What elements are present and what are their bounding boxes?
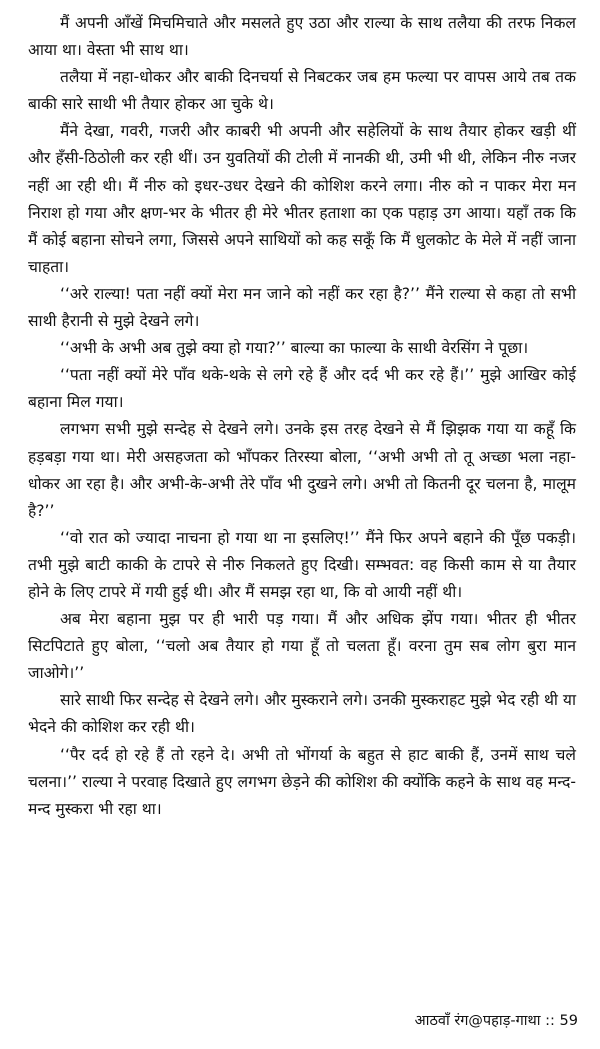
paragraph: ‘‘अभी के अभी अब तुझे क्या हो गया?’’ बाल्या का फाल्या के साथी वेरसिंग ने पूछा। xyxy=(60,339,529,358)
page-footer-running-title: आठवाँ रंग@पहाड़-गाथा :: 59 xyxy=(414,1013,578,1029)
paragraph: ‘‘पता नहीं क्यों मेरे पाँव थके-थके से लगे रहे हैं और दर्द भी कर रहे हैं।’’ मुझे आखिर कोई बहाना मिल गया। xyxy=(28,366,576,412)
paragraph: तलैया में नहा-धोकर और बाकी दिनचर्या से निबटकर जब हम फल्या पर वापस आये तब तक बाकी सारे साथी भी तैयार होकर आ चुके थे। xyxy=(28,68,576,114)
page-body xyxy=(28,10,576,823)
paragraph: अब मेरा बहाना मुझ पर ही भारी पड़ गया। मैं और अधिक झेंप गया। भीतर ही भीतर सिटपिटाते हुए बोला, ‘‘चलो अब तैयार हो गया हूँ तो चलता हूँ। वरना तुम सब लोग बुरा मान जाओगे।’’ xyxy=(28,610,576,683)
paragraph: सारे साथी फिर सन्देह से देखने लगे। और मुस्कराने लगे। उनकी मुस्कराहट मुझे भेद रही थी या भेदने की कोशिश कर रही थी। xyxy=(28,691,577,737)
paragraph: मैंने देखा, गवरी, गजरी और काबरी भी अपनी और सहेलियों के साथ तैयार होकर खड़ी थीं और हँसी-ठिठोली कर रही थीं। उन युवतियों की टोली में नानकी थी, उमी भी थी, लेकिन नीरु नजर नहीं आ रही थी। मैं नीरु को इधर-उधर देखने की कोशिश करने लगा। नीरु को न पाकर मेरा मन निराश हो गया और क्षण-भर के भीतर ही मेरे भीतर हताशा का एक पहाड़ उग आया। यहाँ तक कि मैं कोई बहाना सोचने लगा, जिससे अपने साथियों को कह सकूँ कि मैं धुलकोट के मेले में नहीं जाना चाहता। xyxy=(28,122,576,276)
paragraph: ‘‘अरे राल्या! पता नहीं क्यों मेरा मन जाने को नहीं कर रहा है?’’ मैंने राल्या से कहा तो सभी साथी हैरानी से मुझे देखने लगे। xyxy=(28,284,576,331)
paragraph: लगभग सभी मुझे सन्देह से देखने लगे। उनके इस तरह देखने से मैं झिझक गया या कहूँ कि हड़बड़ा गया था। मेरी असहजता को भाँपकर तिरस्या बोला, ‘‘अभी अभी तो तू अच्छा भला नहा-धोकर आ रहा है। और अभी-के-अभी तेरे पाँव भी दुखने लगे। अभी तो कितनी दूर चलना है, मालूम है?’’ xyxy=(28,420,576,520)
paragraph: ‘‘पैर दर्द हो रहे हैं तो रहने दे। अभी तो भोंगर्या के बहुत से हाट बाकी हैं, उनमें साथ चले चलना।’’ राल्या ने परवाह दिखाते हुए लगभग छेड़ने की कोशिश की क्योंकि कहने के साथ वह मन्द-मन्द मुस्करा भी रहा था। xyxy=(28,745,576,818)
paragraph: मैं अपनी आँखें मिचमिचाते और मसलते हुए उठा और राल्या के साथ तलैया की तरफ निकल आया था। वेस्ता भी साथ था। xyxy=(28,14,576,60)
paragraph: ‘‘वो रात को ज्यादा नाचना हो गया था ना इसलिए!’’ मैंने फिर अपने बहाने की पूँछ पकड़ी। तभी मुझे बाटी काकी के टापरे से नीरु निकलते हुए दिखी। सम्भवत: वह किसी काम से या तैयार होने के लिए टापरे में गयी हुई थी। और मैं समझ रहा था, कि वो आयी नहीं थी। xyxy=(28,528,576,601)
